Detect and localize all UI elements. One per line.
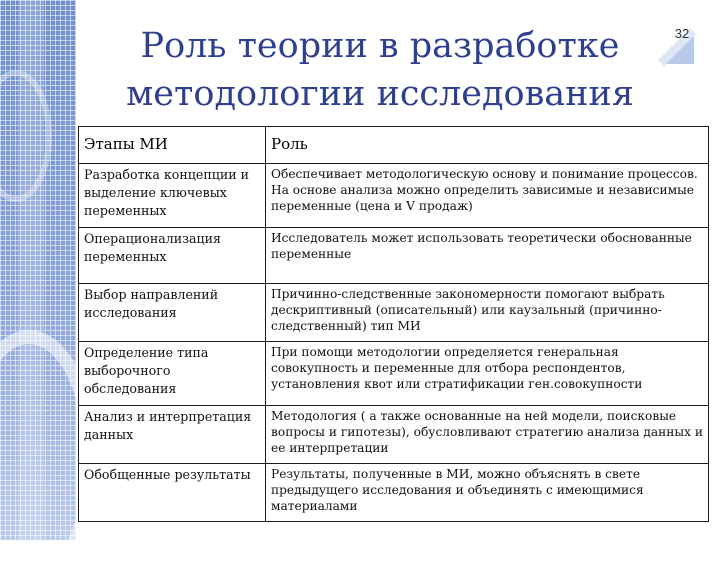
- sidebar-arc-decoration: [0, 70, 52, 202]
- slide-number-badge: [654, 24, 698, 68]
- table-row: [79, 342, 709, 406]
- table-row: [79, 164, 709, 228]
- slide-title-line: Роль теории в разработке: [140, 26, 620, 66]
- role-cell: Исследователь может использовать теоретически обоснованные переменные: [266, 228, 709, 284]
- table-row: [79, 284, 709, 342]
- role-cell: Методология ( а также основанные на ней модели, поисковые вопросы и гипотезы), обусловливают стратегию анализа данных и ее интерпретации: [266, 406, 709, 464]
- role-cell: Причинно-следственные закономерности помогают выбрать дескриптивный (описательный) или каузальный (причинно-следственный) тип МИ: [266, 284, 709, 342]
- slide-title-line: методологии исследования: [126, 74, 634, 114]
- slide-title: [100, 22, 660, 118]
- decorative-sidebar: [0, 0, 76, 540]
- role-cell: Обеспечивает методологическую основу и понимание процессов. На основе анализа можно определить зависимые и независимые переменные (цена и V продаж): [266, 164, 709, 228]
- stage-cell: Определение типа выборочного обследования: [79, 342, 266, 406]
- stage-cell: Разработка концепции и выделение ключевых переменных: [79, 164, 266, 228]
- role-cell: При помощи методологии определяется генеральная совокупность и переменные для отбора респондентов, установления квот или стратификации ген.совокупности: [266, 342, 709, 406]
- table-header-row: [79, 127, 709, 164]
- stage-cell: Операционализация переменных: [79, 228, 266, 284]
- table-row: [79, 406, 709, 464]
- role-cell: Результаты, полученные в МИ, можно объяснять в свете предыдущего исследования и объединять с имеющимися материалами: [266, 464, 709, 522]
- header-stage: Этапы МИ: [79, 127, 266, 164]
- header-role: Роль: [266, 127, 709, 164]
- stage-cell: Анализ и интерпретация данных: [79, 406, 266, 464]
- table-row: [79, 464, 709, 522]
- table-row: [79, 228, 709, 284]
- stages-role-table: [78, 126, 709, 522]
- stage-cell: Выбор направлений исследования: [79, 284, 266, 342]
- stage-cell: Обобщенные результаты: [79, 464, 266, 522]
- slide-number: 32: [674, 26, 690, 41]
